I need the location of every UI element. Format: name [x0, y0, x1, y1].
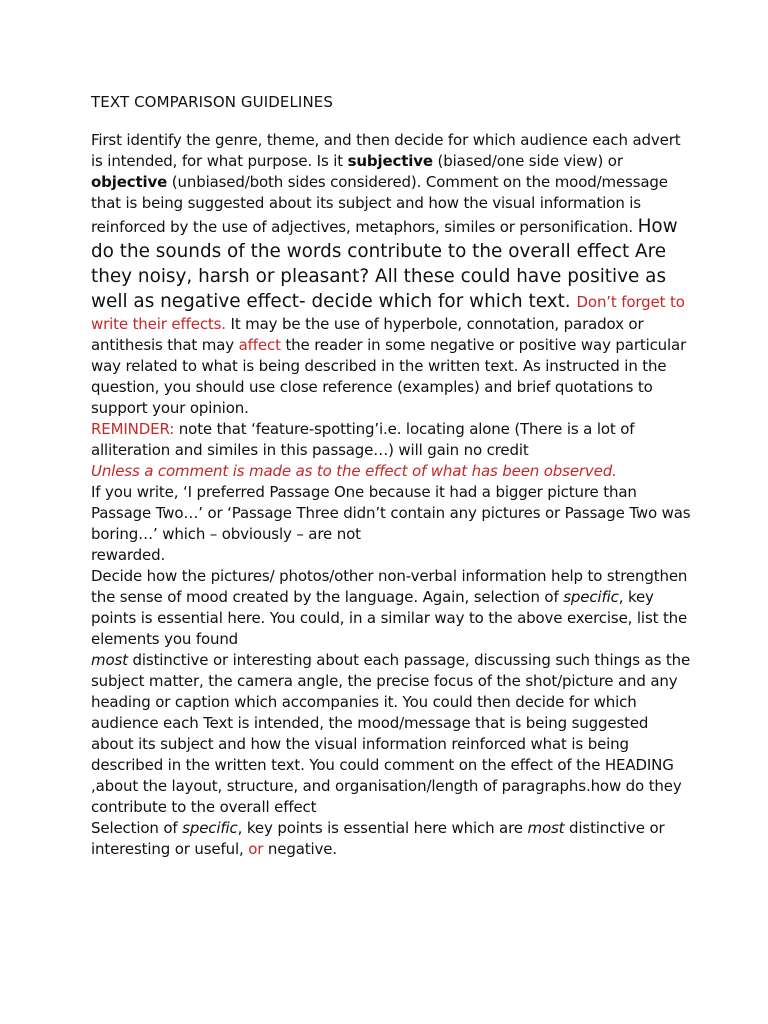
most-term-2: most: [527, 819, 565, 837]
unless-comment-note: Unless a comment is made as to the effect of what has been observed.: [91, 462, 617, 480]
paragraph-selection: [91, 818, 691, 860]
p3-text-a: Decide how the pictures/ photos/other non-verbal information help to strengthen the sense of mood created by the language. Again, selection of: [91, 567, 688, 606]
p1-text-d: It may be the use of hyperbole, connotation, paradox or antithesis that may: [91, 315, 644, 354]
p3-text-b: , key points is essential here. You could, in a similar way to the above exercise, list the elements you found: [91, 588, 688, 648]
p3-text-c: distinctive or interesting about each passage, discussing such things as the subject matter, the camera angle, the precise focus of the shot/picture and any heading or caption which accompanies it. You could then decide for which audience each Text is intended, the mood/message that is being suggested about its subject and how the visual information reinforced what is being described in the written text. You could comment on the effect of the HEADING ,about the layout, structure, and organisation/length of paragraphs.how do they contribute to the overall effect: [91, 651, 691, 816]
p2-rewarded: rewarded.: [91, 546, 166, 564]
p2-text: If you write, ‘I preferred Passage One because it had a bigger picture than Passage Two…’ or ‘Passage Three didn’t contain any pictures or Passage Two was boring…’ which – obviously – are not: [91, 483, 691, 543]
paragraph-pictures-photos: [91, 566, 691, 818]
objective-term: objective: [91, 173, 168, 191]
paragraph-genre-theme: [91, 130, 691, 419]
p4-text-d: negative.: [263, 840, 337, 858]
document-page: [91, 92, 691, 860]
affect-word-red: affect: [238, 336, 281, 354]
or-word-red: or: [248, 840, 264, 858]
p4-text-c: distinctive or interesting or useful,: [91, 819, 665, 858]
subjective-term: subjective: [347, 152, 433, 170]
p4-text-b: , key points is essential here which are: [237, 819, 528, 837]
effects-reminder-red: Don’t forget to write their effects.: [91, 293, 685, 333]
most-term: most: [91, 651, 128, 669]
p1-text-b: (biased/one side view) or: [432, 152, 623, 170]
paragraph-preferred-passage: [91, 482, 691, 566]
p1-text-e: the reader in some negative or positive way particular way related to what is being described in the written text. As instructed in the question, you should use close reference (examples) and brief quotations to support your opinion.: [91, 336, 687, 417]
specific-term: specific: [563, 588, 619, 606]
p1-text-a: First identify the genre, theme, and then decide for which audience each advert is intended, for what purpose. Is it: [91, 131, 681, 170]
sounds-question-text: How do the sounds of the words contribute to the overall effect Are they noisy, harsh or pleasant? All these could have positive as well as negative effect- decide which for which text.: [91, 216, 678, 312]
p1-text-c: (unbiased/both sides considered). Comment on the mood/message that is being suggested about its subject and how the visual information is reinforced by the use of adjectives, metaphors, similes or personification.: [91, 173, 668, 236]
paragraph-reminder: [91, 419, 691, 482]
p4-text-a: Selection of: [91, 819, 183, 837]
document-title: TEXT COMPARISON GUIDELINES: [91, 93, 333, 111]
specific-term-2: specific: [182, 819, 238, 837]
reminder-label: REMINDER:: [91, 420, 175, 438]
reminder-text: note that ‘feature-spotting’i.e. locating alone (There is a lot of alliteration and similes in this passage…) will gain no credit: [91, 420, 635, 459]
